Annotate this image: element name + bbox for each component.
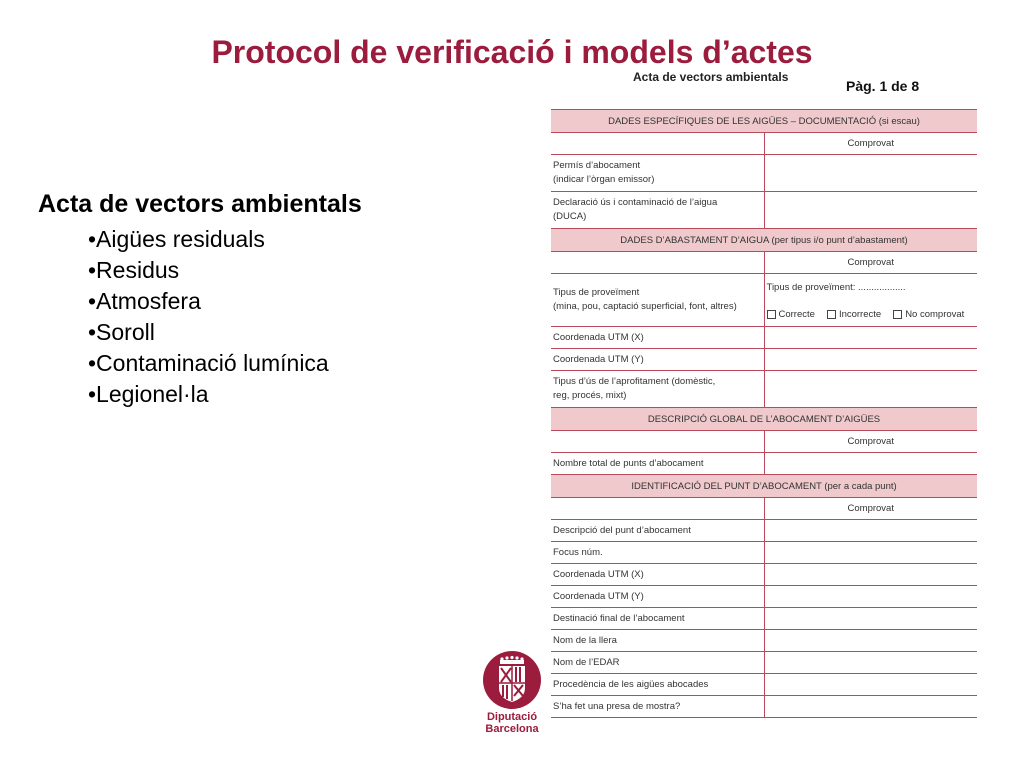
row-label: Destinació final de l’abocament — [551, 608, 764, 630]
row-value[interactable] — [764, 155, 977, 192]
section-header: DADES ESPECÍFIQUES DE LES AIGÜES – DOCUMENTACIÓ (si escau) — [551, 110, 977, 133]
comprovat-label: Comprovat — [764, 431, 977, 453]
table-row — [551, 349, 977, 371]
comprovat-label: Comprovat — [764, 133, 977, 155]
list-item: •Legionel·la — [88, 381, 209, 407]
table-row — [551, 274, 977, 327]
row-label: Tipus d’ús de l’aprofitament (domèstic, reg, procés, mixt) — [551, 371, 764, 408]
table-row — [551, 630, 977, 652]
logo-text: Diputació Barcelona — [485, 711, 539, 735]
row-label: Nom de l’EDAR — [551, 652, 764, 674]
row-value[interactable] — [764, 520, 977, 542]
section-header-row — [551, 110, 977, 133]
section-header: DADES D’ABASTAMENT D’AIGUA (per tipus i/o punt d’abastament) — [551, 229, 977, 252]
table-row — [551, 542, 977, 564]
row-label: Descripció del punt d’abocament — [551, 520, 764, 542]
check-incorrecte[interactable]: Incorrecte — [827, 309, 881, 320]
row-value[interactable] — [764, 586, 977, 608]
list-item: •Residus — [88, 257, 180, 283]
list-item: •Soroll — [88, 319, 155, 345]
row-value — [764, 274, 977, 327]
row-value[interactable] — [764, 608, 977, 630]
page-number: Pàg. 1 de 8 — [846, 78, 920, 94]
row-value[interactable] — [764, 453, 977, 475]
comprovat-label: Comprovat — [764, 252, 977, 274]
form-title: Acta de vectors ambientals — [633, 70, 789, 84]
row-label: Nom de la llera — [551, 630, 764, 652]
row-label: Procedència de les aigües abocades — [551, 674, 764, 696]
row-label: Nombre total de punts d’abocament — [551, 453, 764, 475]
row-value[interactable] — [764, 630, 977, 652]
table-row — [551, 696, 977, 718]
comprovat-row — [551, 431, 977, 453]
row-label: Tipus de proveïment (mina, pou, captació superficial, font, altres) — [551, 274, 764, 327]
table-row — [551, 155, 977, 192]
form-table — [551, 109, 977, 718]
row-label: Coordenada UTM (Y) — [551, 586, 764, 608]
checkbox-icon — [767, 310, 776, 319]
row-value[interactable] — [764, 696, 977, 718]
row-label: Coordenada UTM (X) — [551, 327, 764, 349]
table-row — [551, 674, 977, 696]
check-no-comprovat[interactable]: No comprovat — [893, 309, 964, 320]
row-label: Coordenada UTM (Y) — [551, 349, 764, 371]
comprovat-label: Comprovat — [764, 498, 977, 520]
checkbox-icon — [893, 310, 902, 319]
row-label: Permís d’abocament (indicar l’òrgan emissor) — [551, 155, 764, 192]
comprovat-row — [551, 133, 977, 155]
section-header-row — [551, 475, 977, 498]
row-value[interactable] — [764, 349, 977, 371]
comprovat-row — [551, 252, 977, 274]
table-row — [551, 371, 977, 408]
table-row — [551, 652, 977, 674]
row-value[interactable] — [764, 674, 977, 696]
table-row — [551, 586, 977, 608]
supply-type-field[interactable]: Tipus de proveïment: .................. — [766, 281, 906, 293]
section-header-row — [551, 229, 977, 252]
row-value[interactable] — [764, 652, 977, 674]
table-row — [551, 564, 977, 586]
list-item: •Aigües residuals — [88, 226, 265, 252]
row-value[interactable] — [764, 371, 977, 408]
row-label: Focus núm. — [551, 542, 764, 564]
row-label: Declaració ús i contaminació de l’aigua (DUCA) — [551, 192, 764, 229]
section-header: IDENTIFICACIÓ DEL PUNT D’ABOCAMENT (per a cada punt) — [551, 475, 977, 498]
table-row — [551, 453, 977, 475]
comprovat-row — [551, 498, 977, 520]
check-correcte[interactable]: Correcte — [767, 309, 815, 320]
section-header-row — [551, 408, 977, 431]
section-heading: Acta de vectors ambientals — [38, 190, 362, 218]
row-label: S’ha fet una presa de mostra? — [551, 696, 764, 718]
list-item: •Contaminació lumínica — [88, 350, 329, 376]
checkbox-icon — [827, 310, 836, 319]
section-header: DESCRIPCIÓ GLOBAL DE L’ABOCAMENT D’AIGÜES — [551, 408, 977, 431]
list-item: •Atmosfera — [88, 288, 201, 314]
vector-list — [88, 224, 329, 410]
table-row — [551, 608, 977, 630]
row-label: Coordenada UTM (X) — [551, 564, 764, 586]
table-row — [551, 192, 977, 229]
table-row — [551, 327, 977, 349]
row-value[interactable] — [764, 192, 977, 229]
table-row — [551, 520, 977, 542]
row-value[interactable] — [764, 327, 977, 349]
page-title: Protocol de verificació i models d’actes — [211, 34, 813, 70]
row-value[interactable] — [764, 564, 977, 586]
row-value[interactable] — [764, 542, 977, 564]
